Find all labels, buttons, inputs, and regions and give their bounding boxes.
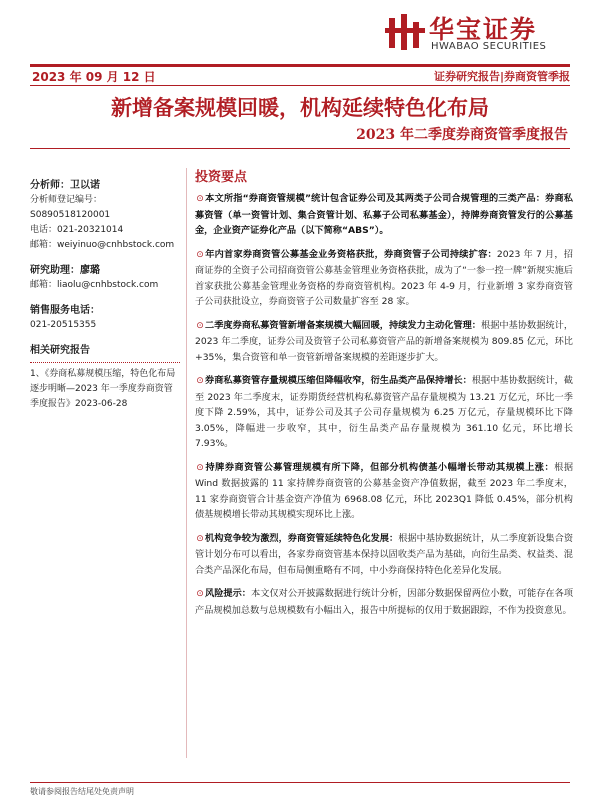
- related-divider: [30, 362, 180, 363]
- highlight-body: 2023 年 7 月，招商证券的全资子公司招商资管公募基金管理业务资格获批，成为了“一参一控一牌”新规实施后首家获批公募基金管理业务资格的券商资管机构。2023 年 4-9 月，行业新增 3 家券商资管子公司获批设立，券商资管子公司数量扩容至 28 家。: [195, 248, 573, 307]
- highlight-lead: 年内首家券商资管公募基金业务资格获批，券商资管子公司持续扩容：: [205, 248, 497, 260]
- report-category: 证券研究报告|券商资管季报: [433, 70, 570, 83]
- bullet-icon: ⊙: [196, 533, 204, 544]
- sales-label: 销售服务电话：: [30, 305, 100, 316]
- assistant-email[interactable]: 邮箱：liaolu@cnhbstock.com: [30, 280, 159, 290]
- highlight-body: 根据中基协数据统计，2023 年二季度，证券公司及资管子公司私募资管产品的新增备案规模为 809.85 亿元，环比+35%，集合资管和单一资管新增备案规模的差距逐步扩大。: [195, 319, 574, 363]
- highlight-lead: 二季度券商私募资管新增备案规模大幅回暖，持续发力主动化管理：: [205, 319, 482, 331]
- highlight-paragraph: [195, 460, 573, 523]
- report-date: 2023 年 09 月 12 日: [32, 70, 156, 84]
- highlight-paragraph: [195, 373, 573, 452]
- column-divider: [186, 168, 187, 758]
- analyst-cert: 分析师登记编号：S0890518120001: [30, 195, 111, 220]
- highlight-body: 根据中基协数据统计，截至 2023 年二季度末，证券期货经营机构私募资管产品存量规模为 13.21 万亿元，环比一季度下降 2.59%，其中，证券公司及其子公司存量规模为 6.25 万亿元，存量规模环比下降 3.05%，降幅进一步收窄，其中，衍生品类产品存量规模为 361.10 亿元，环比增长 7.93%。: [195, 375, 573, 449]
- header-rule: [30, 64, 570, 67]
- risk-paragraph: [195, 586, 573, 618]
- highlight-paragraph: [195, 531, 573, 579]
- brand-name-en: HWABAO SECURITIES: [431, 41, 547, 52]
- highlight-paragraph: [195, 247, 573, 310]
- bullet-icon: ⊙: [196, 194, 204, 204]
- highlight-body: 根据中基协数据统计，从二季度新设集合资管计划分布可以看出，各家券商资管基本保持以固收类产品为基础，向衍生品类、权益类、混合类产品深化布局，但布局侧重略有不同，中小券商保持特色化差异化发展。: [195, 532, 574, 576]
- highlight-paragraph: [195, 318, 573, 366]
- left-sidebar: [30, 178, 180, 412]
- header-rule-thin: [30, 85, 570, 86]
- related-reports-heading: 相关研究报告: [30, 345, 90, 356]
- footer-rule: [30, 782, 570, 783]
- highlight-body: 根据 Wind 数据披露的 11 家持牌券商资管的公募基金资产净值数据，截至 2023 年二季度末，11 家券商资管合计基金资产净值为 6968.08 亿元，环比 2023Q1 降低 0.45%，部分机构债基规模增长带动其规模实现环比上涨。: [195, 461, 574, 520]
- highlight-lead: 本文所指“券商资管规模”统计包含证券公司及其两类子公司合规管理的三类产品：券商私募资管（单一资管计划、集合资管计划、私募子公司私募基金），持牌券商资管发行的公募基金，企业资产证券化产品（以下简称“ABS”）。: [195, 193, 573, 236]
- brand-mark-icon: [385, 12, 425, 52]
- investment-highlights: [195, 166, 573, 626]
- page-subtitle: 2023 年二季度券商资管季度报告: [356, 127, 568, 143]
- highlights-heading: 投资要点: [195, 170, 248, 185]
- risk-lead: 风险提示：: [205, 588, 252, 599]
- brand-logo: [385, 10, 585, 56]
- highlight-lead: 机构竞争较为激烈，券商资管延续特色化发展：: [205, 532, 399, 544]
- brand-name-cn: 华宝证券: [429, 15, 538, 44]
- bullet-icon: ⊙: [196, 462, 204, 473]
- page-title: 新增备案规模回暖，机构延续特色化布局: [111, 95, 489, 120]
- assistant-name: 研究助理：廖璐: [30, 265, 100, 276]
- analyst-phone: 电话：021-20321014: [30, 225, 124, 235]
- bullet-icon: ⊙: [196, 320, 204, 331]
- highlight-lead: 券商私募资管存量规模压缩但降幅收窄，衍生品类产品保持增长：: [205, 375, 472, 386]
- highlight-paragraph: [195, 191, 573, 239]
- bullet-icon: ⊙: [196, 589, 204, 599]
- risk-body: 本文仅对公开披露数据进行统计分析，因部分数据保留两位小数，可能存在各项产品规模加总数与总规模数有小幅出入，报告中所提标的仅用于数据跟踪，不作为投资意见。: [195, 588, 574, 616]
- analyst-name: 分析师：卫以诺: [30, 180, 100, 191]
- bullet-icon: ⊙: [196, 249, 204, 260]
- disclaimer-note: 敬请参阅报告结尾处免责声明: [30, 787, 134, 796]
- bullet-icon: ⊙: [196, 376, 204, 386]
- analyst-email[interactable]: 邮箱：weiyinuo@cnhbstock.com: [30, 240, 175, 250]
- related-report-item[interactable]: 1、《券商私募规模压缩，特色化布局逐步明晰—2023 年一季度券商资管季度报告》2023-06-28: [30, 369, 176, 409]
- highlight-lead: 持牌券商资管公募管理规模有所下降，但部分机构债基小幅增长带动其规模上涨：: [205, 461, 555, 473]
- sales-phone: 021-20515355: [30, 320, 97, 330]
- subtitle-rule: [30, 148, 570, 149]
